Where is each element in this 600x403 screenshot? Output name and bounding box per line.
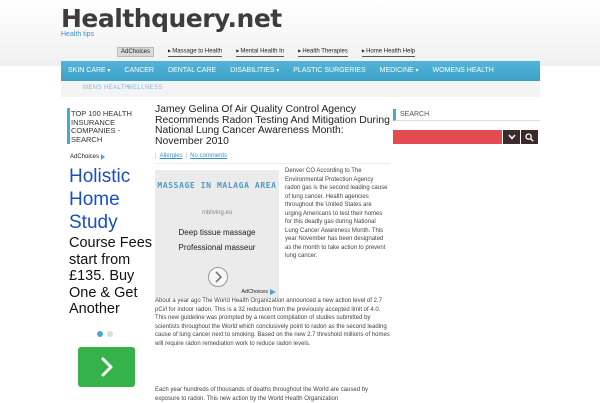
site-title[interactable]: Healthquery.net	[61, 4, 282, 33]
adchoices-label: AdChoices	[70, 154, 100, 160]
search-dropdown-button[interactable]	[503, 130, 520, 144]
chevron-right-icon	[209, 268, 227, 286]
search-input[interactable]	[393, 130, 502, 144]
adchoices-icon	[270, 289, 276, 295]
inline-ad-title: MASSAGE IN MALAGA AREA	[157, 181, 277, 190]
ad-go-button[interactable]	[78, 347, 135, 387]
nav-item-womens-health[interactable]: WOMENS HEALTH	[432, 67, 494, 74]
post-meta	[155, 153, 227, 159]
subnav-item-mens-health[interactable]: MENS HEALTH	[83, 85, 130, 91]
inline-ad[interactable]	[155, 170, 279, 298]
inline-ad-site: mbliving.eu	[201, 210, 233, 216]
inline-ad-arrow-button[interactable]	[208, 267, 228, 287]
sub-nav	[61, 81, 540, 98]
ad-carousel-dots	[97, 331, 113, 337]
post-paragraph-3: Each year hundreds of thousands of deaths throughout the World are caused by exposure to radon. This new action by the World Health Organization	[155, 387, 369, 402]
ad-link-massage[interactable]: ▶ Massage to Health	[168, 47, 222, 57]
ad-links-bar	[117, 47, 415, 57]
adchoices-badge[interactable]: AdChoices	[117, 47, 154, 57]
subnav-item-wellness[interactable]: WELLNESS	[127, 85, 163, 91]
meta-divider: |	[185, 153, 188, 159]
adchoices-label: AdChoices	[241, 289, 268, 295]
nav-item-cancer[interactable]: CANCER	[124, 67, 154, 74]
nav-item-disabilities[interactable]: DISABILITIES ▾	[223, 61, 286, 81]
post-paragraph-2: About a year ago The World Health Organization announced a new action level of 2.7 pCi/l for indoor radon. This is a 32 reduction from the previously accepted limit of 4.0. This new guideline was prompted by a recent compilation of studies submitted by scientists throughout the World which conclusively point to radon as the second leading cause of lung cancer next to smoking. Based on the new 2.7 threshold millions of homes will require radon remediation work to reduce radon levels.	[155, 298, 390, 347]
sidebar-ad-body[interactable]: Course Fees start from £135. Buy One & Get Another	[69, 235, 153, 317]
chevron-right-icon	[100, 357, 114, 377]
nav-item-skin-care[interactable]: SKIN CARE ▾	[61, 61, 117, 81]
carousel-dot-2[interactable]	[107, 331, 113, 337]
ad-link-health-therapies[interactable]: ▶ Health Therapies	[298, 47, 348, 57]
carousel-dot-1[interactable]	[97, 331, 103, 337]
search-icon	[525, 133, 534, 142]
sidebar-widget-title[interactable]: TOP 100 HEALTH INSURANCE COMPANIES - SEARCH	[71, 109, 132, 144]
inline-ad-line-1: Deep tissue massage	[178, 228, 256, 237]
post-paragraph-1: Denver CO According to The Environmental Protection Agency radon gas is the second leading cause of lung cancer. Health agencies throughout the United States are urging Americans to test their homes for this deadly gas during National Lung Cancer Awareness Month. This year November has been designated as the month to take action to prevent lung cancer.	[285, 168, 388, 259]
sidebar-adchoices[interactable]	[70, 154, 105, 160]
search-widget-title: SEARCH	[393, 109, 540, 121]
nav-item-dental-care[interactable]: DENTAL CARE	[167, 67, 217, 74]
post-title[interactable]: Jamey Gelina Of Air Quality Control Agency Recommends Radon Testing And Mitigation During National Lung Cancer Awareness Month: November 2010	[155, 104, 390, 147]
inline-ad-line-2: Professional masseur	[178, 243, 256, 252]
meta-divider-line	[155, 163, 390, 164]
post-comments-link[interactable]: No comments	[190, 153, 228, 159]
nav-item-medicine[interactable]: MEDICINE ▾	[373, 61, 426, 81]
ad-link-mental-health[interactable]: ▶ Mental Health In	[236, 47, 284, 57]
ad-link-home-health[interactable]: ▶ Home Health Help	[362, 47, 415, 57]
adchoices-icon	[101, 154, 105, 160]
nav-item-plastic-surgeries[interactable]: PLASTIC SURGERIES	[293, 67, 366, 74]
search-button[interactable]	[521, 130, 538, 144]
post-category-link[interactable]: Allergies	[159, 153, 183, 159]
inline-ad-adchoices[interactable]	[241, 289, 276, 295]
main-nav	[61, 61, 540, 81]
sidebar-ad-headline[interactable]: Holistic Home Study	[69, 166, 131, 233]
site-tagline: Health tips	[61, 31, 95, 38]
meta-divider: |	[155, 153, 157, 159]
chevron-down-icon	[508, 134, 516, 140]
